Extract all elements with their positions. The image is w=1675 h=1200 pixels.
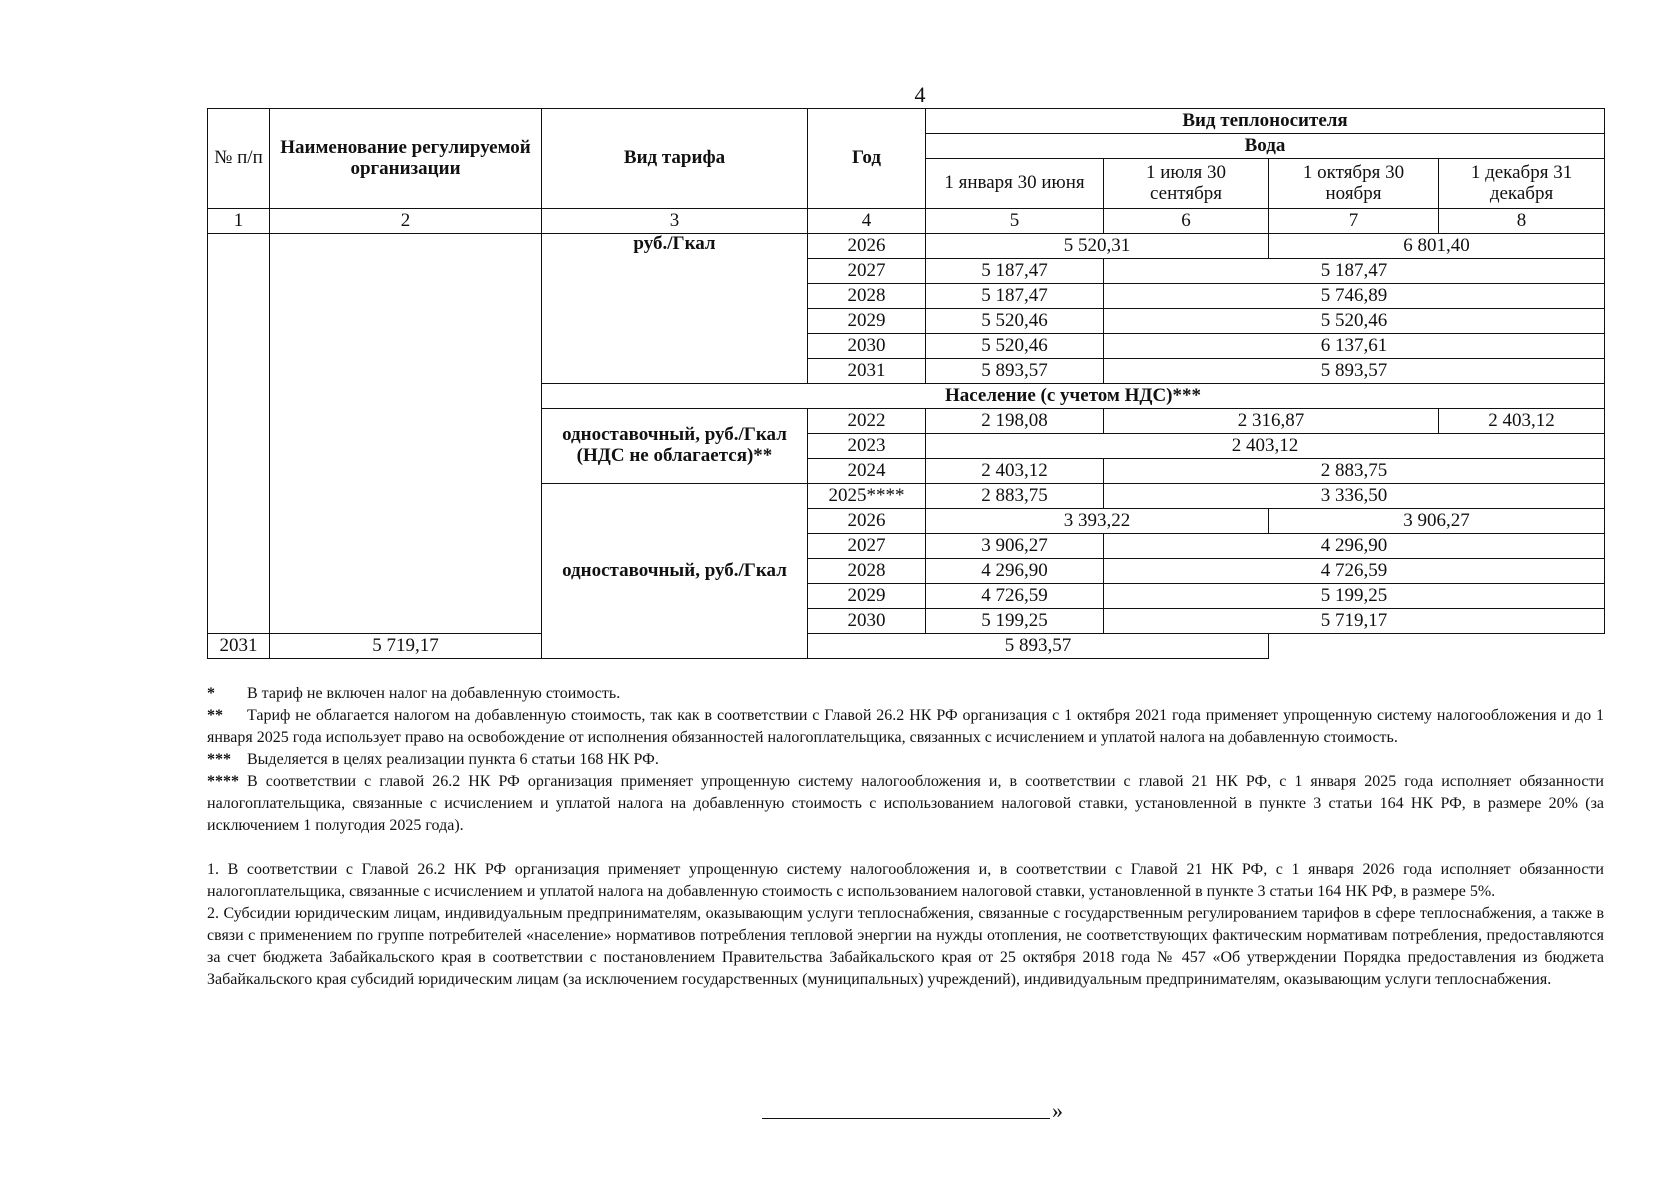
value-cell: 5 520,46: [1104, 309, 1605, 334]
year-cell: 2022: [808, 409, 926, 434]
col-number: 2: [270, 209, 542, 234]
col-number: 8: [1439, 209, 1605, 234]
org-name-cell: [270, 234, 542, 634]
col-number: 3: [542, 209, 808, 234]
value-cell: 5 520,31: [926, 234, 1269, 259]
value-cell: 5 893,57: [1104, 359, 1605, 384]
col-number: 7: [1269, 209, 1439, 234]
value-cell: 4 296,90: [1104, 534, 1605, 559]
footnote-text: Выделяется в целях реализации пункта 6 статьи 168 НК РФ.: [247, 751, 659, 768]
table-row: [208, 234, 1605, 259]
value-cell: 6 137,61: [1104, 334, 1605, 359]
value-cell: 4 296,90: [926, 559, 1104, 584]
footnote: [207, 749, 1604, 771]
value-cell: 5 199,25: [1104, 584, 1605, 609]
tariff-table: [207, 108, 1605, 659]
value-cell: 5 893,57: [926, 359, 1104, 384]
signature-line: [762, 1118, 1050, 1119]
value-cell: 2 198,08: [926, 409, 1104, 434]
value-cell: 5 199,25: [926, 609, 1104, 634]
spacer: [207, 837, 1604, 859]
value-cell: 2 883,75: [1104, 459, 1605, 484]
value-cell: 6 801,40: [1269, 234, 1605, 259]
year-cell: 2027: [808, 259, 926, 284]
footnote-mark: **: [207, 707, 223, 724]
closing-line: [762, 1100, 1062, 1122]
closing-quote: »: [1052, 1098, 1063, 1123]
value-cell: 4 726,59: [1104, 559, 1605, 584]
value-cell: 2 403,12: [926, 459, 1104, 484]
footnote: [207, 683, 1604, 705]
paragraph: 1. В соответствии с Главой 26.2 НК РФ организация применяет упрощенную систему налогообложения и, в соответствии с Главой 21 НК РФ, с 1 января 2026 года исполняет обязанности налогоплательщика, связанные с исчислением и уплатой налога на добавленную стоимость с использованием налоговой ставки, установленной в пункте 3 статьи 164 НК РФ, в размере 5%.: [207, 861, 1604, 900]
year-cell: 2028: [808, 559, 926, 584]
footnote-mark: ****: [207, 773, 239, 790]
value-cell: 5 520,46: [926, 309, 1104, 334]
footnote-text: Тариф не облагается налогом на добавленную стоимость, так как в соответствии с Главой 26.2 НК РФ организация с 1 октября 2021 года применяет упрощенную систему налогообложения и до 1 января 2025 года использует право на освобождение от исполнения обязанностей налогоплательщика, связанных с исчислением и уплатой налога на добавленную стоимость.: [207, 707, 1604, 746]
value-cell: 3 906,27: [1269, 509, 1605, 534]
year-cell: 2024: [808, 459, 926, 484]
header-carrier: Вид теплоносителя: [926, 109, 1605, 134]
year-cell: 2025****: [808, 484, 926, 509]
year-cell: 2030: [808, 334, 926, 359]
value-cell: 5 746,89: [1104, 284, 1605, 309]
col-number: 5: [926, 209, 1104, 234]
table-row: [208, 634, 1605, 659]
header-period-3: 1 октября 30 ноября: [1269, 159, 1439, 209]
year-cell: 2031: [808, 359, 926, 384]
value-cell: 2 883,75: [926, 484, 1104, 509]
year-cell: 2026: [808, 509, 926, 534]
value-cell: 2 403,12: [1439, 409, 1605, 434]
paragraph: 2. Субсидии юридическим лицам, индивидуальным предпринимателям, оказывающим услуги теплоснабжения, связанные с государственным регулированием тарифов в сфере теплоснабжения, а также в связи с применением по группе потребителей «население» нормативов потребления тепловой энергии на нужды отопления, не соответствующих фактическим нормативам потребления, предоставляются за счет бюджета Забайкальского края в соответствии с постановлением Правительства Забайкальского края от 25 октября 2018 года № 457 «Об утверждении Порядка предоставления из бюджета Забайкальского края субсидий юридическим лицам (за исключением государственных (муниципальных) учреждений), индивидуальным предпринимателям, оказывающим услуги теплоснабжения.: [207, 905, 1604, 988]
value-cell: 5 520,46: [926, 334, 1104, 359]
year-cell: 2023: [808, 434, 926, 459]
tariff-type-cell: одноставочный, руб./Гкал: [542, 484, 808, 659]
header-num: № п/п: [208, 109, 270, 209]
header-year: Год: [808, 109, 926, 209]
header-tariff-type: Вид тарифа: [542, 109, 808, 209]
footnote-text: В соответствии с главой 26.2 НК РФ организация применяет упрощенную систему налогообложения и, в соответствии с главой 21 НК РФ, с 1 января 2025 года исполняет обязанности налогоплательщика, связанные с исчислением и уплатой налога на добавленную стоимость с использованием налоговой ставки, установленной в пункте 3 статьи 164 НК РФ, в размере 20% (за исключением 1 полугодия 2025 года).: [207, 773, 1604, 834]
year-cell: 2031: [208, 634, 270, 659]
population-header: Население (с учетом НДС)***: [542, 384, 1605, 409]
num-cell: [208, 234, 270, 634]
col-number: 4: [808, 209, 926, 234]
notes-section: [207, 683, 1604, 991]
footnote: [207, 771, 1604, 837]
col-number: 6: [1104, 209, 1269, 234]
tariff-type-cell: одноставочный, руб./Гкал (НДС не облагается)**: [542, 409, 808, 484]
footnote-mark: *: [207, 685, 215, 702]
tariff-type-cell: руб./Гкал: [542, 234, 808, 384]
header-water: Вода: [926, 134, 1605, 159]
value-cell: 5 187,47: [926, 284, 1104, 309]
year-cell: 2030: [808, 609, 926, 634]
page-number: 4: [914, 82, 926, 107]
year-cell: 2029: [808, 309, 926, 334]
header-org-name: Наименование регулируемой организации: [270, 109, 542, 209]
footnote-mark: ***: [207, 751, 231, 768]
value-cell: 2 403,12: [926, 434, 1605, 459]
value-cell: 5 187,47: [926, 259, 1104, 284]
year-cell: 2029: [808, 584, 926, 609]
value-cell: 5 719,17: [1104, 609, 1605, 634]
year-cell: 2028: [808, 284, 926, 309]
column-number-row: [208, 209, 1605, 234]
header-period-1: 1 января 30 июня: [926, 159, 1104, 209]
value-cell: 5 893,57: [808, 634, 1269, 659]
year-cell: 2026: [808, 234, 926, 259]
header-period-4: 1 декабря 31 декабря: [1439, 159, 1605, 209]
value-cell: 5 719,17: [270, 634, 542, 659]
col-number: 1: [208, 209, 270, 234]
value-cell: 3 393,22: [926, 509, 1269, 534]
value-cell: 4 726,59: [926, 584, 1104, 609]
value-cell: 5 187,47: [1104, 259, 1605, 284]
year-cell: 2027: [808, 534, 926, 559]
value-cell: 3 336,50: [1104, 484, 1605, 509]
footnote-text: В тариф не включен налог на добавленную стоимость.: [247, 685, 621, 702]
value-cell: 3 906,27: [926, 534, 1104, 559]
header-row: [208, 109, 1605, 134]
value-cell: 2 316,87: [1104, 409, 1439, 434]
footnote: [207, 705, 1604, 749]
header-period-2: 1 июля 30 сентября: [1104, 159, 1269, 209]
